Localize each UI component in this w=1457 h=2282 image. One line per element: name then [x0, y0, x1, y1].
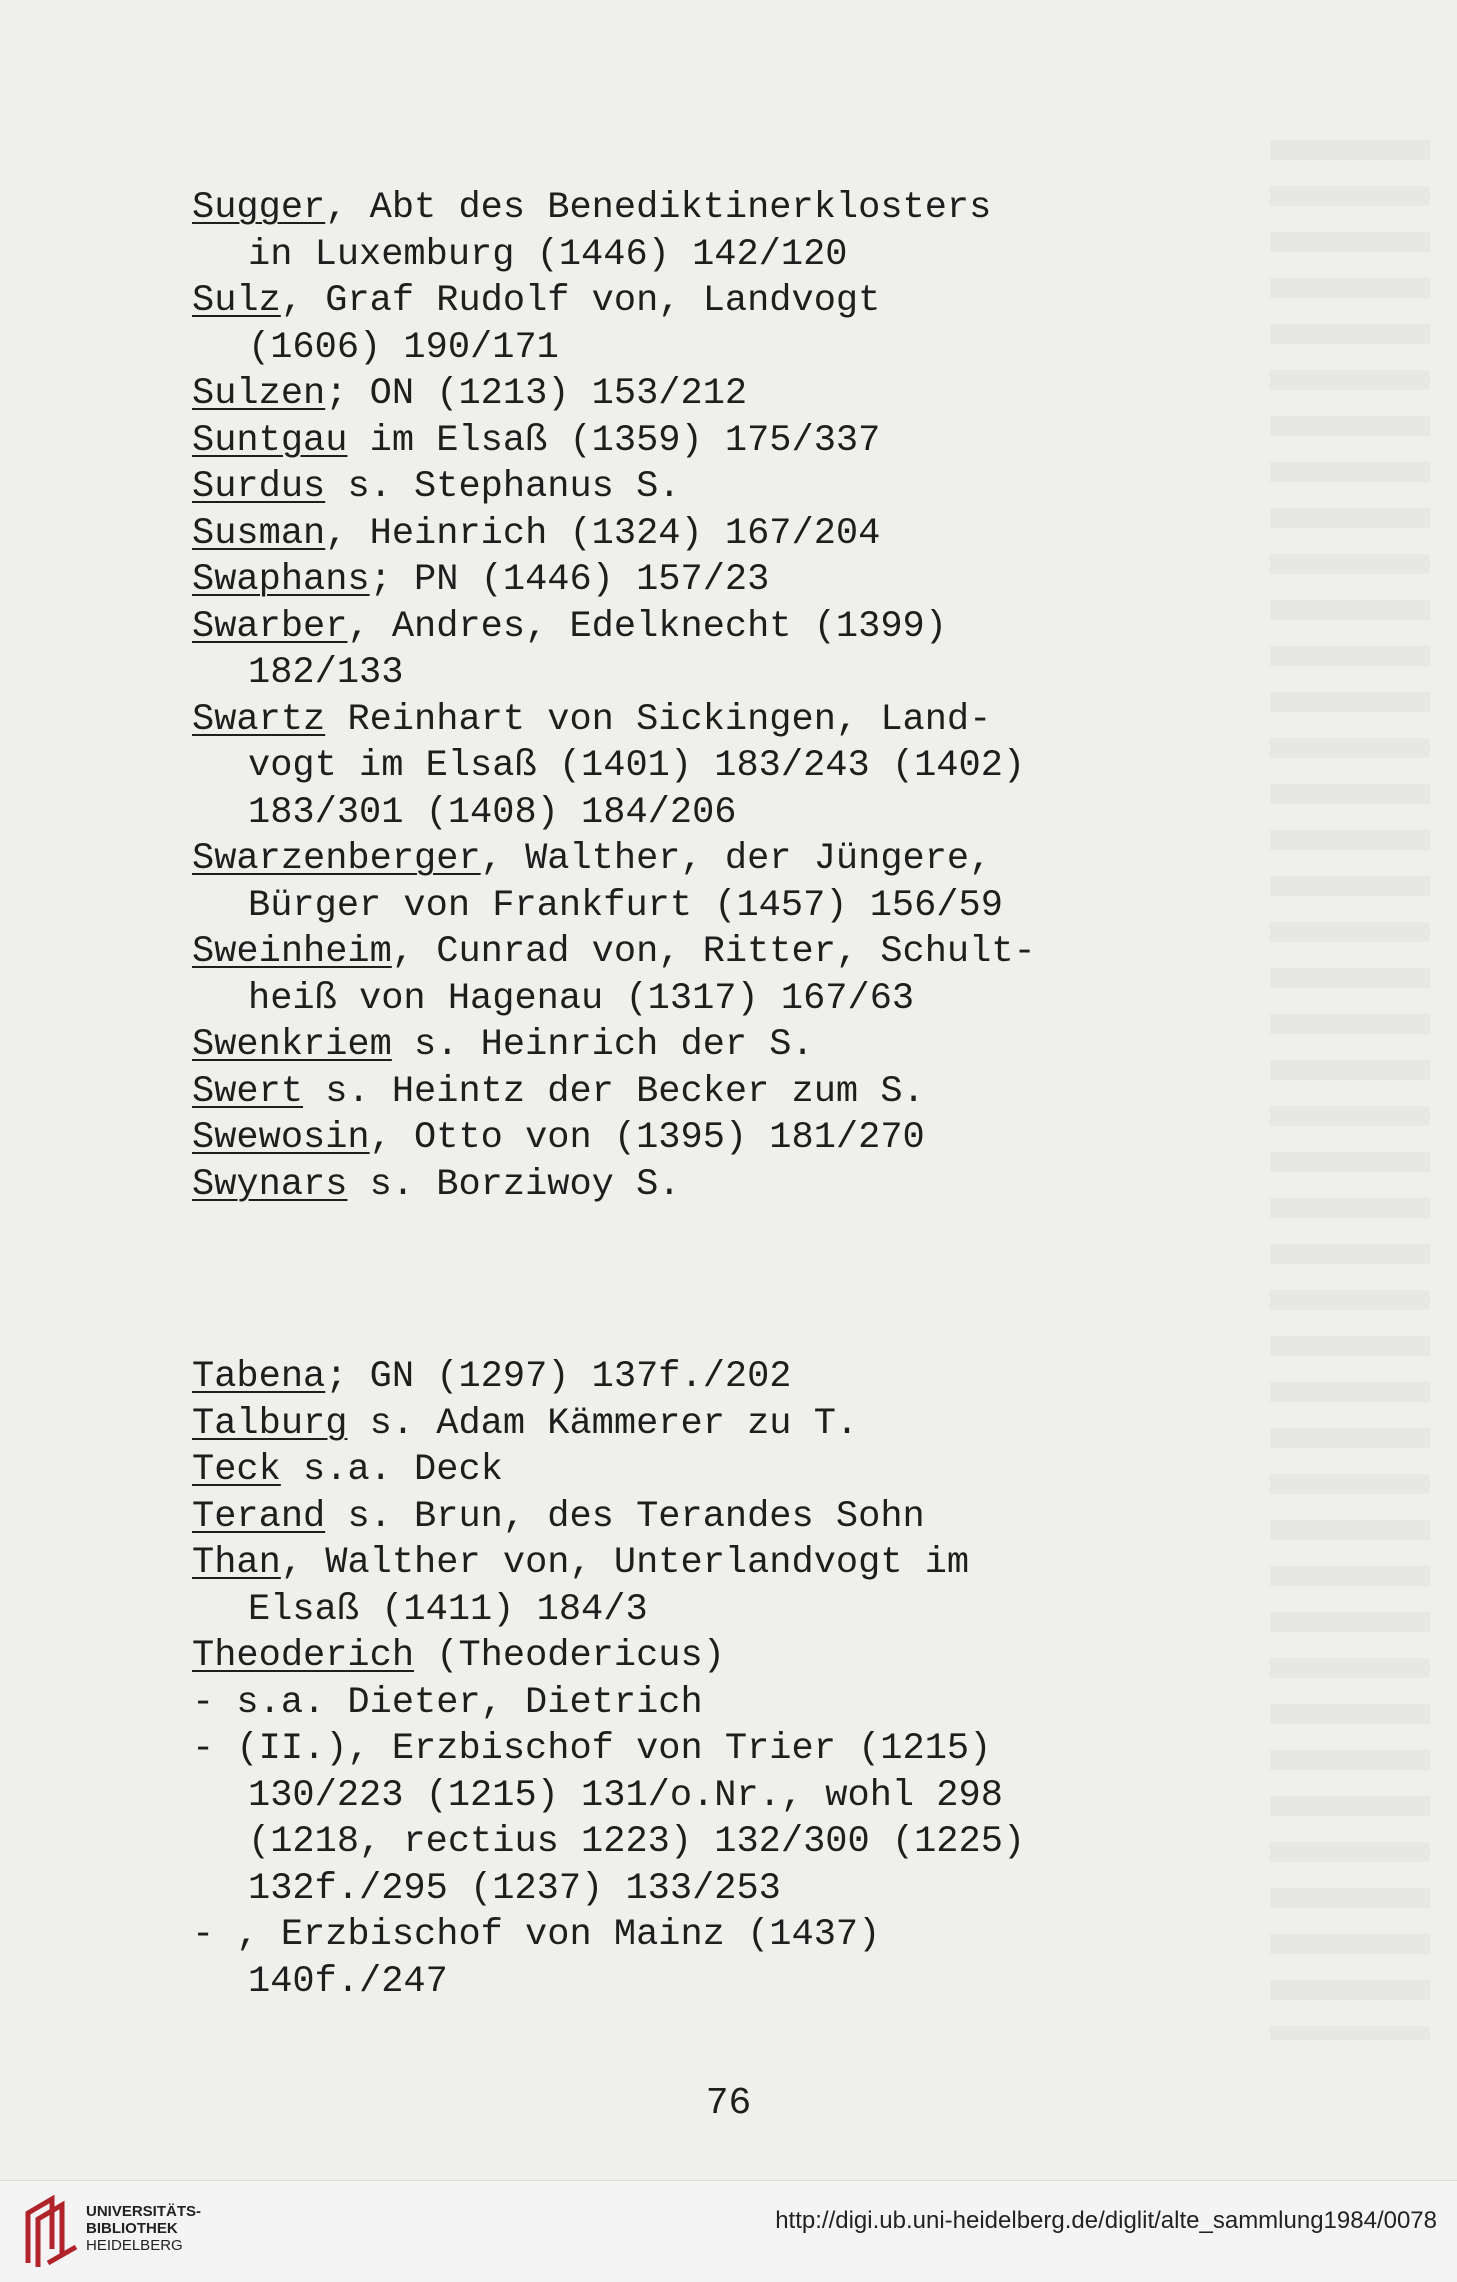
entry-text: heiß von Hagenau (1317) 167/63 — [248, 977, 915, 1020]
entry-text: - s.a. Dieter, Dietrich — [192, 1681, 703, 1724]
entry-text: 183/301 (1408) 184/206 — [248, 791, 737, 834]
entry-text: Reinhart von Sickingen, Land- — [325, 698, 992, 741]
index-entry — [192, 418, 1272, 465]
entry-first-line — [192, 371, 1272, 418]
entry-first-line — [192, 1726, 1272, 1773]
viewer-footer — [0, 2180, 1457, 2282]
index-entry — [192, 464, 1272, 511]
entry-text: 182/133 — [248, 652, 404, 694]
entry-first-line — [192, 697, 1272, 744]
entry-headword: Swert — [192, 1070, 304, 1113]
entry-text: , Abt des Benediktinerklosters — [325, 187, 992, 229]
entry-continuation-line — [192, 650, 1272, 697]
entry-text: , Walther von, Unterlandvogt im — [280, 1542, 970, 1584]
entry-headword: Susman — [192, 512, 326, 555]
entry-headword: Terand — [192, 1495, 326, 1538]
entry-headword: Suntgau — [192, 419, 348, 462]
entry-text: im Elsaß (1359) 175/337 — [347, 419, 881, 462]
index-entry — [192, 1354, 1272, 1401]
entry-headword: Swarber — [192, 605, 348, 648]
index-entry — [192, 697, 1272, 837]
index-entry — [192, 1540, 1272, 1633]
entry-text: - (II.), Erzbischof von Trier (1215) — [192, 1728, 992, 1770]
entry-headword: Surdus — [192, 466, 326, 508]
entry-headword: Sugger — [192, 187, 326, 229]
entry-continuation-line — [192, 1587, 1272, 1634]
entry-continuation-line — [192, 790, 1272, 837]
entry-headword: Teck — [192, 1449, 281, 1491]
entry-headword: Swenkriem — [192, 1024, 392, 1066]
entry-headword: Tabena — [192, 1356, 326, 1398]
entry-headword: Swaphans — [192, 559, 370, 601]
section-gap — [192, 1208, 1272, 1354]
entry-text: s. Heinrich der S. — [391, 1024, 814, 1066]
index-entry — [192, 185, 1272, 278]
entry-continuation-line — [192, 1773, 1272, 1820]
entry-text: (1606) 190/171 — [248, 326, 559, 369]
entry-continuation-line — [192, 1819, 1272, 1866]
entry-first-line — [192, 185, 1272, 232]
entry-text: ; GN (1297) 137f./202 — [325, 1356, 792, 1398]
index-entry — [192, 836, 1272, 929]
entry-first-line — [192, 1633, 1272, 1680]
entry-text: s. Adam Kämmerer zu T. — [347, 1402, 859, 1445]
index-entry — [192, 1726, 1272, 1912]
entry-headword: Sulzen — [192, 373, 326, 415]
index-entry — [192, 1912, 1272, 2005]
library-name-line2: BIBLIOTHEK — [86, 2220, 178, 2237]
entry-first-line — [192, 1401, 1272, 1448]
index-entry — [192, 1022, 1272, 1069]
entry-text: , Walther, der Jüngere, — [480, 838, 992, 880]
entry-first-line — [192, 278, 1272, 325]
entry-text: s. Borziwoy S. — [347, 1163, 681, 1206]
entry-text: , Cunrad von, Ritter, Schult- — [391, 931, 1036, 973]
entry-text: , Heinrich (1324) 167/204 — [325, 512, 881, 555]
index-entry — [192, 1401, 1272, 1448]
entry-headword: Swynars — [192, 1163, 348, 1206]
index-entry — [192, 604, 1272, 697]
entry-headword: Swartz — [192, 698, 326, 741]
entry-text: - , Erzbischof von Mainz (1437) — [192, 1914, 881, 1956]
entry-continuation-line — [192, 1959, 1272, 2006]
index-entry — [192, 929, 1272, 1022]
entry-first-line — [192, 836, 1272, 883]
entry-first-line — [192, 1680, 1272, 1727]
entry-text: s.a. Deck — [280, 1449, 503, 1491]
entry-headword: Swarzenberger — [192, 838, 481, 880]
entry-first-line — [192, 1540, 1272, 1587]
index-entry — [192, 557, 1272, 604]
entry-headword: Swewosin — [192, 1117, 370, 1159]
entry-first-line — [192, 1494, 1272, 1541]
index-entries — [192, 185, 1272, 2005]
entry-text: , Otto von (1395) 181/270 — [369, 1117, 925, 1159]
library-name — [86, 2203, 201, 2254]
entry-text: , Andres, Edelknecht (1399) — [347, 605, 947, 648]
entry-text: (1218, rectius 1223) 132/300 (1225) — [248, 1821, 1026, 1863]
index-entry — [192, 1494, 1272, 1541]
entry-first-line — [192, 929, 1272, 976]
entry-first-line — [192, 1447, 1272, 1494]
entry-text: 140f./247 — [248, 1960, 448, 2003]
index-entry — [192, 1115, 1272, 1162]
library-name-line1: UNIVERSITÄTS- — [86, 2203, 202, 2220]
index-entry — [192, 511, 1272, 558]
entry-headword: Sweinheim — [192, 931, 392, 973]
entry-text: (Theodericus) — [414, 1635, 725, 1677]
entry-text: in Luxemburg (1446) 142/120 — [248, 233, 848, 276]
entry-first-line — [192, 1912, 1272, 1959]
index-entry — [192, 1069, 1272, 1116]
entry-first-line — [192, 464, 1272, 511]
entry-continuation-line — [192, 883, 1272, 930]
entry-text: Elsaß (1411) 184/3 — [248, 1588, 648, 1631]
entry-continuation-line — [192, 743, 1272, 790]
entry-text: 130/223 (1215) 131/o.Nr., wohl 298 — [248, 1774, 1003, 1817]
entry-first-line — [192, 1162, 1272, 1209]
entry-continuation-line — [192, 232, 1272, 279]
entry-text: vogt im Elsaß (1401) 183/243 (1402) — [248, 745, 1026, 787]
library-name-line3: HEIDELBERG — [86, 2237, 183, 2254]
entry-headword: Than — [192, 1542, 281, 1584]
entry-first-line — [192, 511, 1272, 558]
index-entry — [192, 1633, 1272, 1680]
entry-first-line — [192, 1022, 1272, 1069]
index-entry — [192, 1680, 1272, 1727]
page-number: 76 — [705, 2082, 752, 2125]
entry-first-line — [192, 604, 1272, 651]
entry-text: ; PN (1446) 157/23 — [369, 559, 770, 601]
bleed-through-text — [1270, 140, 1430, 2040]
entry-text: s. Brun, des Terandes Sohn — [325, 1495, 925, 1538]
index-entry — [192, 1162, 1272, 1209]
entry-headword: Theoderich — [192, 1635, 415, 1677]
entry-first-line — [192, 1354, 1272, 1401]
index-entry — [192, 1447, 1272, 1494]
entry-continuation-line — [192, 325, 1272, 372]
entry-text: s. Heintz der Becker zum S. — [303, 1070, 925, 1113]
entry-first-line — [192, 418, 1272, 465]
index-entry — [192, 371, 1272, 418]
entry-first-line — [192, 557, 1272, 604]
entry-continuation-line — [192, 976, 1272, 1023]
entry-text: s. Stephanus S. — [325, 466, 681, 508]
entry-text: 132f./295 (1237) 133/253 — [248, 1867, 781, 1910]
entry-headword: Sulz — [192, 280, 281, 322]
entry-headword: Talburg — [192, 1402, 348, 1445]
index-entry — [192, 278, 1272, 371]
entry-first-line — [192, 1115, 1272, 1162]
entry-text: ; ON (1213) 153/212 — [325, 373, 748, 415]
entry-text: , Graf Rudolf von, Landvogt — [280, 280, 881, 322]
source-url-link[interactable]: http://digi.ub.uni-heidelberg.de/diglit/alte_sammlung1984/0078 — [775, 2207, 1437, 2234]
entry-continuation-line — [192, 1866, 1272, 1913]
university-library-logo-icon — [22, 2193, 84, 2269]
entry-text: Bürger von Frankfurt (1457) 156/59 — [248, 884, 1003, 927]
entry-first-line — [192, 1069, 1272, 1116]
